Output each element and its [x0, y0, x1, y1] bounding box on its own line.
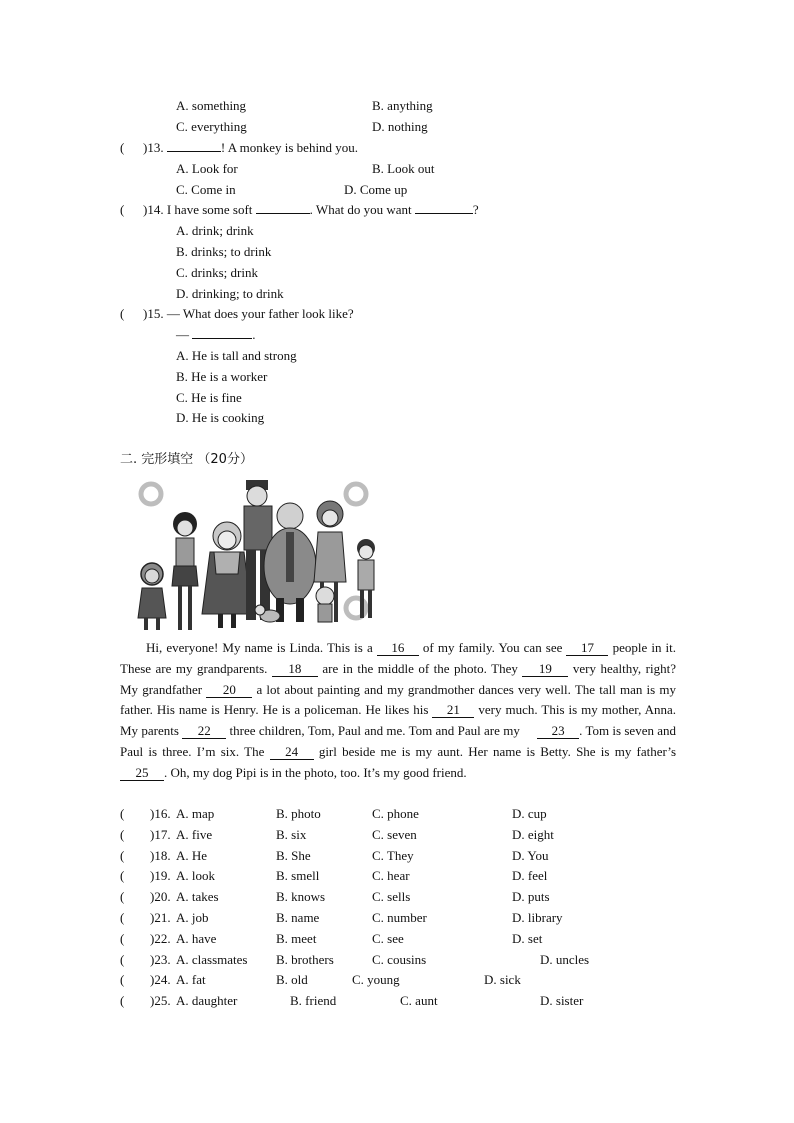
choice-option-c-21: C. number	[372, 910, 427, 925]
choice-option-d-16: D. cup	[512, 806, 547, 821]
choice-number-25: )25.	[150, 993, 171, 1008]
q15-dot: .	[252, 327, 256, 342]
choice-number-16: )16.	[150, 806, 171, 821]
choice-option-b-19: B. smell	[276, 868, 320, 883]
passage-text: three children, Tom, Paul and me. Tom and	[229, 723, 455, 739]
choice-open-paren-18: (	[120, 848, 125, 863]
passage-text: Hi, everyone! My name is Linda. This is a	[146, 640, 373, 655]
choice-open-paren-20: (	[120, 889, 125, 904]
choice-open-paren-25: (	[120, 993, 125, 1008]
q12-option-a: A. something	[176, 98, 247, 113]
choice-open-paren-16: (	[120, 806, 125, 821]
choice-option-c-20: C. sells	[372, 889, 411, 904]
q14-text-end: ?	[472, 202, 479, 217]
q12-option-c: C. everything	[176, 119, 247, 134]
q13-option-a: A. Look for	[176, 161, 238, 176]
choice-option-c-25: C. aunt	[400, 993, 438, 1008]
choice-option-c-16: C. phone	[372, 806, 419, 821]
q14-blank-2	[415, 213, 473, 214]
choice-option-b-20: B. knows	[276, 889, 326, 904]
passage-text: in it. These are my grandparents.	[120, 640, 677, 676]
q15-number: )15.	[143, 306, 164, 321]
choice-number-18: )18.	[150, 848, 171, 863]
passage-text: very	[572, 660, 597, 676]
q13-option-c: C. Come in	[176, 182, 236, 197]
q13-text: ! A monkey is behind you.	[220, 140, 359, 155]
choice-number-22: )22.	[150, 931, 171, 946]
choice-option-a-17: A. five	[176, 827, 213, 842]
choice-option-b-22: B. meet	[276, 931, 317, 946]
choice-option-a-25: A. daughter	[176, 993, 238, 1008]
choice-open-paren-17: (	[120, 827, 125, 842]
cloze-passage	[120, 638, 676, 784]
blank-16: 16	[377, 641, 419, 656]
choice-option-d-19: D. feel	[512, 868, 548, 883]
choice-number-24: )24.	[150, 972, 171, 987]
blank-17: 17	[566, 641, 608, 656]
blank-21: 21	[432, 703, 474, 718]
toddler-figure	[316, 587, 334, 622]
choice-option-d-21: D. library	[512, 910, 563, 925]
q14-option-a: A. drink; drink	[176, 223, 254, 238]
passage-text: . Tom is seven and Paul is three. I’m six. The	[120, 723, 677, 759]
choice-option-a-22: A. have	[176, 931, 217, 946]
q13-option-d: D. Come up	[344, 182, 408, 197]
passage-text: girl beside me is my	[318, 743, 433, 759]
passage-text: much. This is my mother, Anna. My parents	[120, 702, 677, 739]
q15-answer-line	[176, 327, 256, 343]
choice-option-b-21: B. name	[276, 910, 320, 925]
q13-open-paren: (	[120, 140, 125, 155]
q15-blank	[192, 338, 252, 339]
choice-number-23: )23.	[150, 952, 171, 967]
choice-open-paren-22: (	[120, 931, 125, 946]
choice-option-c-18: C. They	[372, 848, 414, 863]
q14-text-mid: . What do you want	[309, 202, 412, 217]
choice-option-a-21: A. job	[176, 910, 209, 925]
choice-option-a-24: A. fat	[176, 972, 206, 987]
choice-option-a-19: A. look	[176, 868, 215, 883]
q14-option-d: D. drinking; to drink	[176, 286, 284, 301]
choice-option-d-22: D. set	[512, 931, 543, 946]
passage-text: a lot about painting and my grandmother dances very	[256, 681, 542, 697]
passage-text: very	[478, 702, 502, 718]
blank-24: 24	[270, 745, 314, 760]
q14-option-c: C. drinks; drink	[176, 265, 258, 280]
blank-22: 22	[182, 724, 226, 739]
q15-stem	[143, 306, 354, 322]
blank-20: 20	[206, 683, 252, 698]
q14-open-paren: (	[120, 202, 125, 217]
choice-option-c-23: C. cousins	[372, 952, 427, 967]
choice-number-20: )20.	[150, 889, 171, 904]
passage-text: . Oh, my dog Pipi is in the photo, too. It’s my	[164, 764, 400, 780]
q13-stem	[143, 140, 358, 156]
choice-open-paren-19: (	[120, 868, 125, 883]
passage-text: of my family. You can see	[422, 640, 563, 655]
q12-option-b: B. anything	[372, 98, 433, 113]
choice-option-b-16: B. photo	[276, 806, 321, 821]
choice-option-b-17: B. six	[276, 827, 307, 842]
q15-dash: —	[176, 327, 189, 342]
passage-text: good friend.	[403, 764, 467, 780]
choice-option-a-18: A. He	[176, 848, 208, 863]
q14-blank-1	[256, 213, 310, 214]
q15-option-d: D. He is cooking	[176, 410, 265, 425]
choice-number-17: )17.	[150, 827, 171, 842]
choice-option-a-23: A. classmates	[176, 952, 248, 967]
section-title-cloze: 二. 完形填空 （20分）	[120, 452, 253, 467]
choice-option-c-24: C. young	[352, 972, 400, 987]
passage-text: well. The tall man is my father. His name is Henry. He is a policeman. He likes his	[120, 681, 676, 718]
choice-option-d-25: D. sister	[540, 993, 584, 1008]
q13-option-b: B. Look out	[372, 161, 435, 176]
q13-blank	[167, 151, 221, 152]
choice-option-b-25: B. friend	[290, 993, 337, 1008]
q13-number: )13.	[143, 140, 164, 155]
choice-option-b-18: B. She	[276, 848, 311, 863]
choice-number-19: )19.	[150, 868, 171, 883]
q14-option-b: B. drinks; to drink	[176, 244, 272, 259]
q15-text: — What does your father look like?	[166, 306, 354, 321]
girl-figure	[138, 563, 166, 630]
aunt-figure	[172, 512, 198, 630]
choice-option-b-24: B. old	[276, 972, 308, 987]
blank-25: 25	[120, 766, 164, 781]
choice-open-paren-24: (	[120, 972, 125, 987]
choice-option-a-20: A. takes	[176, 889, 219, 904]
q15-option-a: A. He is tall and strong	[176, 348, 297, 363]
q12-option-d: D. nothing	[372, 119, 428, 134]
choice-option-c-22: C. see	[372, 931, 404, 946]
family-photo-illustration	[130, 478, 382, 634]
choice-option-b-23: B. brothers	[276, 952, 334, 967]
choice-option-d-24: D. sick	[484, 972, 521, 987]
q15-option-b: B. He is a worker	[176, 369, 268, 384]
q14-stem	[143, 202, 479, 218]
choice-option-a-16: A. map	[176, 806, 215, 821]
choice-option-c-19: C. hear	[372, 868, 410, 883]
passage-text: aunt. Her name is Betty. She is my father’s	[437, 743, 677, 759]
passage-text: healthy, right? My grandfather	[120, 660, 677, 697]
passage-text: are in the middle of the photo. They	[322, 660, 518, 676]
choice-option-d-17: D. eight	[512, 827, 554, 842]
choice-number-21: )21.	[150, 910, 171, 925]
choice-open-paren-23: (	[120, 952, 125, 967]
choice-option-d-18: D. You	[512, 848, 549, 863]
choice-option-d-23: D. uncles	[540, 952, 590, 967]
choice-open-paren-21: (	[120, 910, 125, 925]
q14-number: )14.	[143, 202, 164, 217]
choice-option-d-20: D. puts	[512, 889, 550, 904]
q15-open-paren: (	[120, 306, 125, 321]
q14-text-pre: I have some soft	[166, 202, 253, 217]
blank-19: 19	[522, 662, 568, 677]
blank-23: 23	[537, 724, 579, 739]
blank-18: 18	[272, 662, 318, 677]
passage-text: Paul are my	[457, 723, 520, 739]
choice-option-c-17: C. seven	[372, 827, 417, 842]
q15-option-c: C. He is fine	[176, 390, 242, 405]
passage-text: people	[612, 640, 648, 655]
